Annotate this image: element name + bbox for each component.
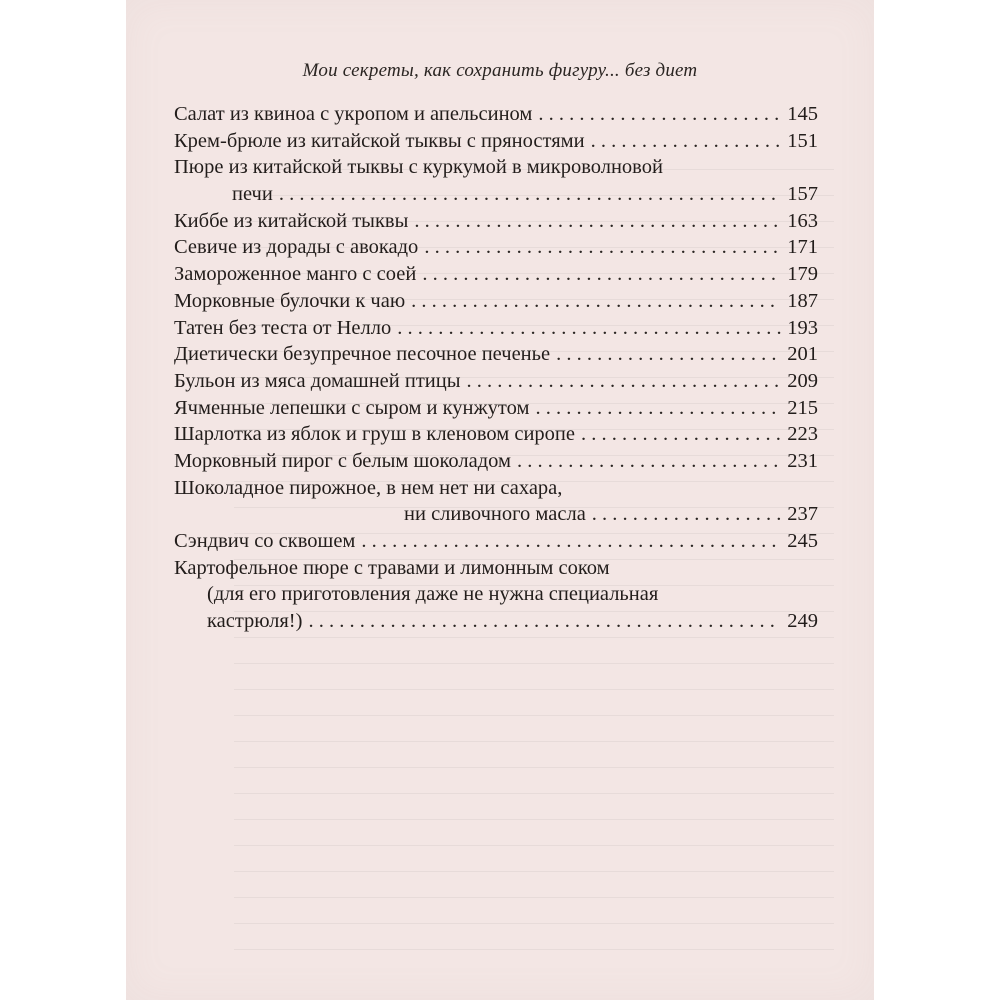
toc-entry-title: Морковный пирог с белым шоколадом xyxy=(174,449,511,472)
leader-dots xyxy=(535,395,781,422)
toc-entry-page: 151 xyxy=(787,129,818,152)
leader-dots xyxy=(414,208,781,235)
toc-entry-page: 201 xyxy=(787,343,818,366)
toc-entry-page: 231 xyxy=(787,449,818,472)
toc-entry-title: Шарлотка из яблок и груш в кленовом сиропе xyxy=(174,423,576,446)
toc-entry xyxy=(174,261,818,288)
leader-dots xyxy=(517,448,781,475)
toc-entry-title: Татен без теста от Нелло xyxy=(174,316,392,339)
toc-entry xyxy=(174,288,818,315)
toc-entry-page: 171 xyxy=(787,236,818,259)
toc-entry xyxy=(174,128,818,155)
toc-entry xyxy=(174,315,818,342)
toc-entry-page: 249 xyxy=(787,610,818,633)
toc-entry-title: Бульон из мяса домашней птицы xyxy=(174,369,461,392)
leader-dots xyxy=(397,315,781,342)
toc-entry-page: 245 xyxy=(787,530,818,552)
toc-entry-page: 209 xyxy=(787,369,818,392)
toc-entry-page: 193 xyxy=(787,316,818,339)
toc-entry-title: Сэндвич со сквошем xyxy=(174,530,356,552)
toc-entry-title: Морковные булочки к чаю xyxy=(174,289,406,312)
toc-entry-title-continued: (для его приготовления даже не нужна специальная xyxy=(207,583,659,606)
toc-entry-title: Салат из квиноа с укропом и апельсином xyxy=(174,103,533,125)
toc-entry-page: 157 xyxy=(787,183,818,206)
toc-entry-continuation xyxy=(174,501,818,528)
toc-entry-continuation xyxy=(174,608,818,635)
toc-entry-continuation xyxy=(174,181,818,208)
toc-entry-title: Картофельное пюре с травами и лимонным соком xyxy=(174,556,610,579)
leader-dots xyxy=(538,101,781,128)
toc-entry xyxy=(174,208,818,235)
toc-entry-title: Ячменные лепешки с сыром и кунжутом xyxy=(174,396,530,419)
toc-entry xyxy=(174,368,818,395)
leader-dots xyxy=(308,608,781,635)
toc-entry-title: Замороженное манго с соей xyxy=(174,263,417,286)
leader-dots xyxy=(424,234,781,261)
toc-entry-title: Диетически безупречное песочное печенье xyxy=(174,343,551,366)
toc-entry-page: 223 xyxy=(787,423,818,446)
toc-entry xyxy=(174,528,818,555)
leader-dots xyxy=(467,368,782,395)
toc-entry xyxy=(174,154,818,181)
toc-entry-page: 237 xyxy=(787,503,818,526)
book-page xyxy=(126,0,874,1000)
leader-dots xyxy=(411,288,781,315)
toc-entry xyxy=(174,101,818,128)
toc-entry-title: Крем-брюле из китайской тыквы с пряностями xyxy=(174,129,585,152)
leader-dots xyxy=(279,181,781,208)
leader-dots xyxy=(556,341,781,368)
toc-entry-title: Пюре из китайской тыквы с куркумой в микроволновой xyxy=(174,156,663,179)
toc-entry-title: Севиче из дорады с авокадо xyxy=(174,236,419,259)
toc-entry-page: 145 xyxy=(787,103,818,125)
toc-entry-title-continued: ни сливочного масла xyxy=(404,503,586,526)
toc-entry-page: 215 xyxy=(787,396,818,419)
table-of-contents xyxy=(174,101,818,635)
toc-entry-title: Шоколадное пирожное, в нем нет ни сахара, xyxy=(174,476,563,499)
toc-entry xyxy=(174,421,818,448)
leader-dots xyxy=(592,501,781,528)
toc-entry-page: 163 xyxy=(787,209,818,232)
toc-entry xyxy=(174,395,818,422)
leader-dots xyxy=(361,528,781,555)
leader-dots xyxy=(422,261,781,288)
toc-entry-continuation xyxy=(174,581,818,608)
toc-entry xyxy=(174,555,818,582)
toc-entry-page: 179 xyxy=(787,263,818,286)
toc-entry xyxy=(174,448,818,475)
running-header: Мои секреты, как сохранить фигуру... без диет xyxy=(302,60,698,81)
toc-entry-page: 187 xyxy=(787,289,818,312)
toc-entry-title-continued: кастрюля!) xyxy=(207,610,303,633)
toc-entry xyxy=(174,475,818,502)
toc-entry-title-continued: печи xyxy=(232,183,273,206)
toc-entry xyxy=(174,341,818,368)
toc-entry-title: Киббе из китайской тыквы xyxy=(174,209,409,232)
toc-entry xyxy=(174,234,818,261)
leader-dots xyxy=(591,128,782,155)
leader-dots xyxy=(581,421,781,448)
